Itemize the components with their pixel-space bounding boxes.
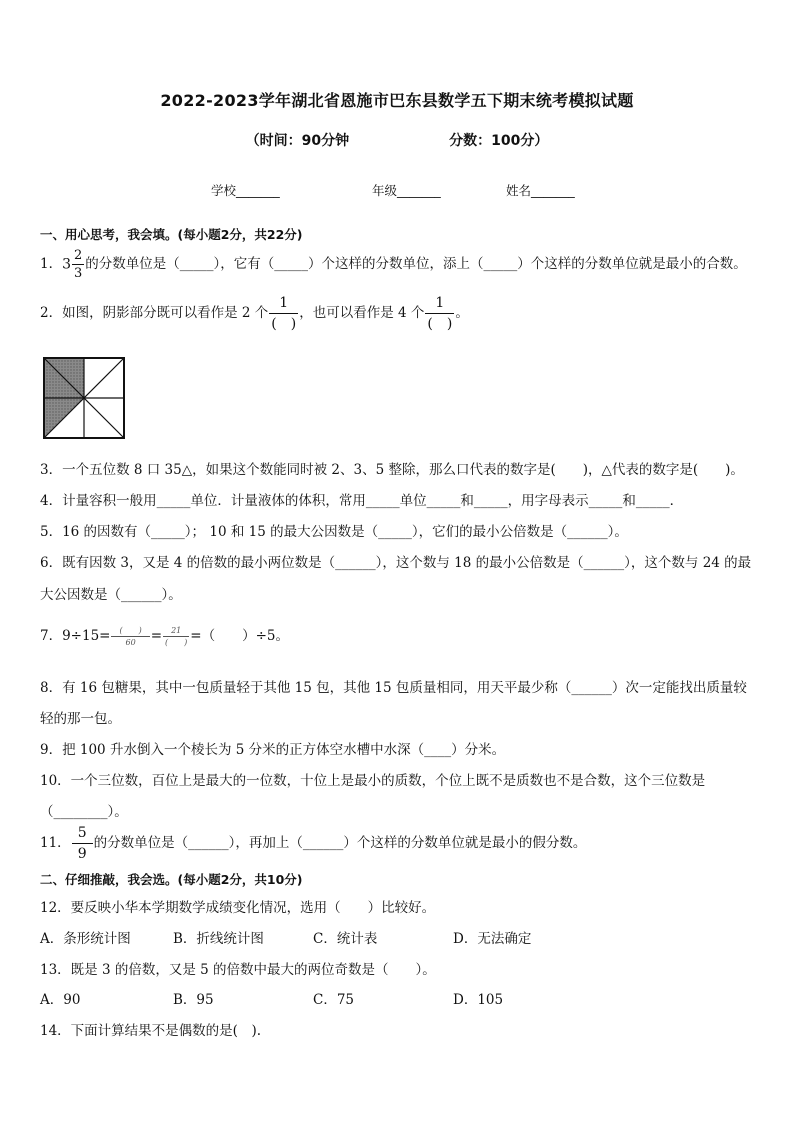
- question-1-number: 1．: [40, 256, 63, 272]
- exam-meta: [0, 130, 794, 150]
- q12-option-d: D．无法确定: [453, 931, 532, 947]
- question-8: 8．有 16 包糖果，其中一包质量轻于其他 15 包，其他 15 包质量相同，用天平最少称（______）次一定能找出质量较: [40, 680, 747, 696]
- question-1-text: 的分数单位是（_____），它有（_____）个这样的分数单位，添上（_____）个这样的分数单位就是最小的合数。: [85, 256, 747, 272]
- fraction-numerator: 2: [74, 248, 83, 263]
- question-2-text-c: 。: [455, 305, 469, 321]
- exam-time: （时间：90分钟: [245, 133, 350, 149]
- question-14: 14．下面计算结果不是偶数的是( ).: [40, 1023, 262, 1039]
- fraction-denominator: ( ): [427, 316, 453, 332]
- question-2-text-a: 2．如图，阴影部分既可以看作是 2 个: [40, 305, 269, 321]
- question-11-text: 的分数单位是（______），再加上（______）个这样的分数单位就是最小的假分数。: [93, 835, 587, 851]
- question-5: 5．16 的因数有（_____）； 10 和 15 的最大公因数是（_____），它们的最小公倍数是（______）。: [40, 524, 628, 540]
- section-1-heading: 一、用心思考，我会填。(每小题2分，共22分): [40, 227, 303, 242]
- fraction-denominator: ( ): [165, 637, 188, 647]
- fraction-denominator: 3: [74, 266, 83, 281]
- question-6-continued: 大公因数是（______）。: [40, 587, 182, 603]
- question-13: 13．既是 3 的倍数，又是 5 的倍数中最大的两位奇数是（ ）。: [40, 962, 436, 978]
- exam-score: 分数：100分）: [449, 133, 549, 149]
- q12-option-b: B．折线统计图: [173, 931, 264, 947]
- question-7-text-b: =（ ）÷5。: [190, 628, 290, 644]
- q13-option-d: D．105: [453, 992, 504, 1008]
- fraction-numerator: 5: [72, 826, 93, 844]
- question-7-text-a: 7．9÷15=: [40, 628, 111, 644]
- question-2: [40, 296, 469, 331]
- school-field: 学校_______: [211, 183, 280, 198]
- question-11: [40, 826, 586, 861]
- question-12: 12．要反映小华本学期数学成绩变化情况，选用（ ）比较好。: [40, 900, 436, 916]
- fraction-numerator: 21: [163, 627, 189, 637]
- question-6: 6．既有因数 3，又是 4 的倍数的最小两位数是（______），这个数与 18 的最小公倍数是（______），这个数与 24 的最: [40, 555, 752, 571]
- q12-option-a: A．条形统计图: [40, 931, 131, 947]
- fraction-numerator: 1: [269, 296, 298, 314]
- question-4: 4．计量容积一般用_____单位．计量液体的体积，常用_____单位_____和_____，用字母表示_____和_____．: [40, 493, 684, 509]
- question-11-number: 11．: [40, 835, 71, 851]
- section-2-heading: 二、仔细推敲，我会选。(每小题2分，共10分): [40, 872, 303, 887]
- question-2-text-b: ，也可以看作是 4 个: [299, 305, 425, 321]
- fraction: [163, 627, 189, 647]
- page-title: 2022-2023学年湖北省恩施市巴东县数学五下期末统考模拟试题: [160, 91, 634, 110]
- q13-option-c: C．75: [313, 992, 355, 1008]
- question-10: 10．一个三位数，百位上是最大的一位数，十位上是最小的质数，个位上既不是质数也不是合数，这个三位数是: [40, 773, 706, 789]
- question-7: [40, 624, 289, 647]
- equals-sign: =: [150, 628, 163, 644]
- q13-option-b: B．95: [173, 992, 214, 1008]
- fraction: [72, 826, 93, 861]
- shaded-square-figure: [43, 357, 125, 439]
- fraction-numerator: ( ): [111, 627, 149, 637]
- q13-option-a: A．90: [40, 992, 81, 1008]
- fraction-denominator: 9: [77, 846, 87, 862]
- fraction: [425, 296, 454, 331]
- name-field: 姓名_______: [506, 183, 575, 198]
- mixed-number-whole: 3: [62, 256, 72, 273]
- question-9: 9．把 100 升水倒入一个棱长为 5 分米的正方体空水槽中水深（____）分米。: [40, 742, 506, 758]
- fraction: [269, 296, 298, 331]
- question-3: 3．一个五位数 8 口 35△，如果这个数能同时被 2、3、5 整除，那么口代表的数字是( )，△代表的数字是( )。: [40, 462, 744, 478]
- fraction-numerator: 1: [425, 296, 454, 314]
- fraction: [111, 627, 149, 647]
- question-1: [40, 249, 747, 280]
- question-8-continued: 轻的那一包。: [40, 711, 121, 727]
- fraction-denominator: ( ): [271, 316, 297, 332]
- fraction-denominator: 60: [125, 637, 136, 647]
- fraction: [72, 249, 84, 280]
- grade-field: 年级_______: [372, 183, 441, 198]
- question-10-continued: （________）。: [40, 804, 128, 820]
- q12-option-c: C．统计表: [313, 931, 378, 947]
